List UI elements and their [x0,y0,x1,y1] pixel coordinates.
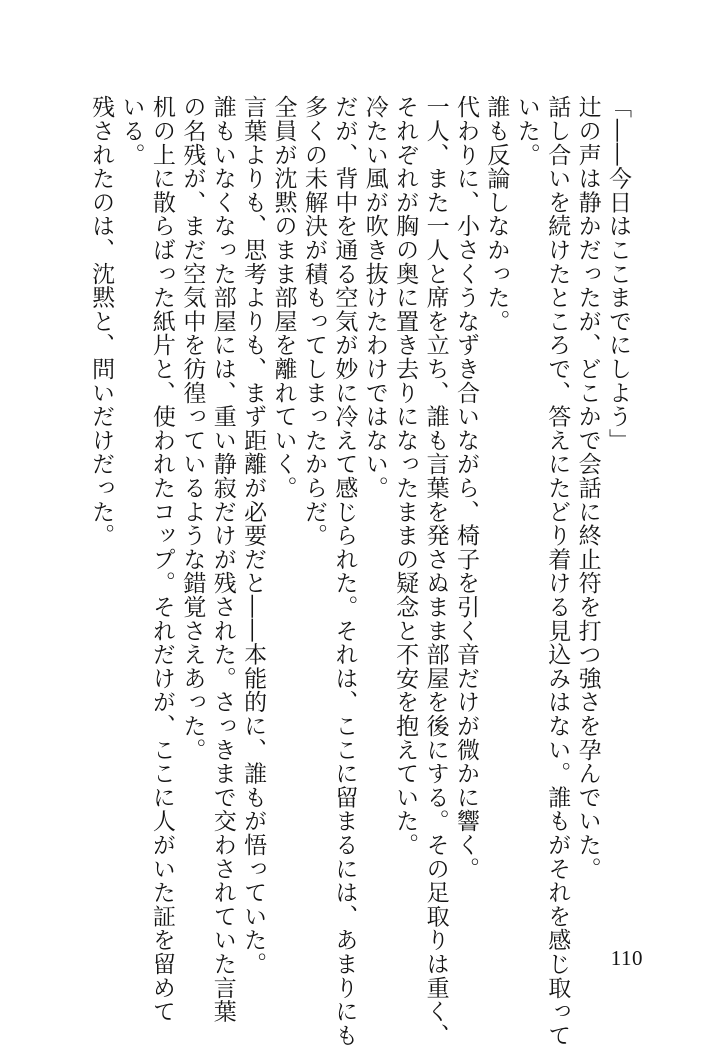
text-line: 冷たい風が吹き抜けたわけではない。 [361,95,388,500]
text-line: 全員が沈黙のまま部屋を離れていく。 [270,95,297,500]
text-line: いた。 [513,95,540,167]
text-line: 誰もいなくなった部屋には、重い静寂だけが残された。さっきまで交わされていた言葉 [209,95,236,1024]
text-line: 一人、また一人と席を立ち、誰も言葉を発さぬまま部屋を後にする。その足取りは重く、 [422,95,449,1047]
text-line: の名残が、まだ空気中を彷徨っているような錯覚さえあった。 [179,95,206,762]
text-line: 多くの未解決が積もってしまったからだ。 [300,95,327,548]
text-line: 机の上に散らばった紙片と、使われたコップ。それだけが、ここに人がいた証を留めて [148,95,175,1024]
text-line: 誰も反論しなかった。 [483,95,510,333]
text-line: 代わりに、小さくうなずき合いながら、椅子を引く音だけが微かに響く。 [452,95,479,881]
text-line: いる。 [118,95,145,167]
text-line: 残されたのは、沈黙と、問いだけだった。 [88,95,115,548]
text-line: それぞれが胸の奥に置き去りになったままの疑念と不安を抱えていた。 [392,95,419,857]
text-line: 言葉よりも、思考よりも、まず距離が必要だと――本能的に、誰もが悟っていた。 [240,95,267,976]
text-line: 辻の声は静かだったが、どこかで会話に終止符を打つ強さを孕んでいた。 [574,95,601,881]
text-line: 話し合いを続けたところで、答えにたどり着ける見込みはない。誰もがそれを感じ取って [544,95,571,1047]
page-number: 110 [610,946,643,970]
text-line: だが、背中を通る空気が妙に冷えて感じられた。それは、ここに留まるには、あまりにも [331,95,358,1047]
text-line: 「――今日はここまでにしよう」 [605,95,631,452]
